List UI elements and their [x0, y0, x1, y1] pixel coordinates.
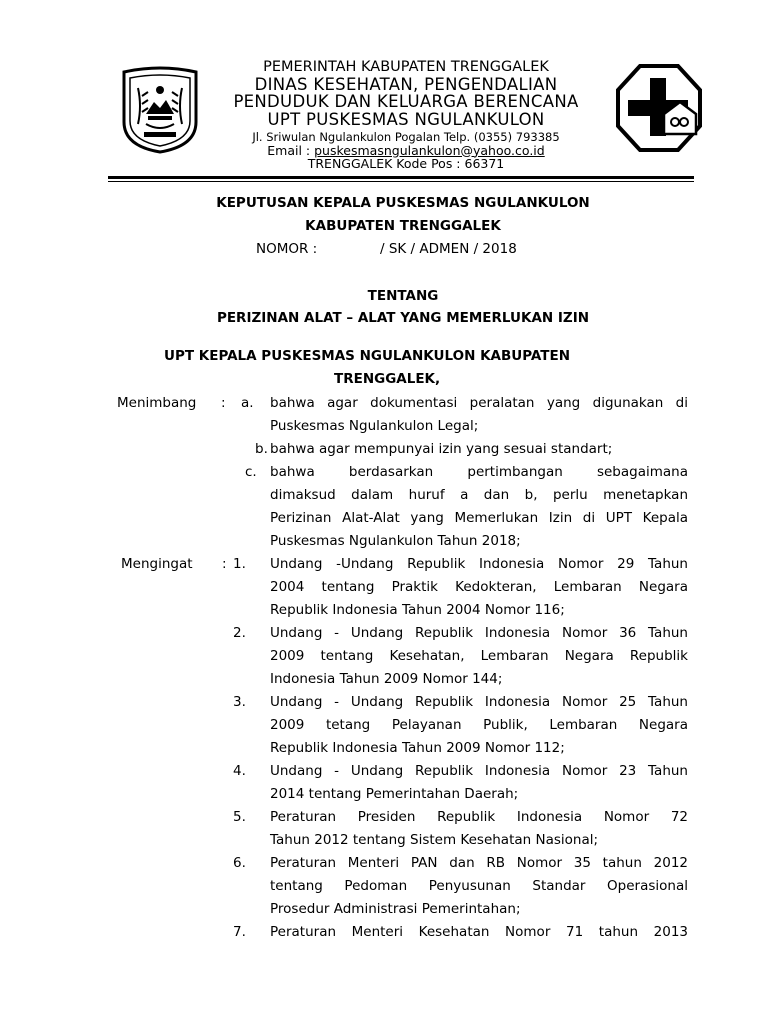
list-item-text: bahwa agar mempunyai izin yang sesuai standart;: [270, 441, 613, 457]
list-marker: c.: [245, 464, 257, 480]
agency-name-line3: UPT PUSKESMAS NGULANKULON: [267, 109, 545, 129]
list-item-text: tentang Pedoman Penyusunan Standar Operasional: [270, 878, 688, 894]
list-marker: 1.: [233, 556, 246, 572]
list-item-text: Puskesmas Ngulankulon Tahun 2018;: [270, 533, 521, 549]
list-marker: 3.: [233, 694, 246, 710]
decree-title: KEPUTUSAN KEPALA PUSKESMAS NGULANKULON: [216, 195, 590, 211]
list-item-text: Peraturan Menteri PAN dan RB Nomor 35 tahun 2012: [270, 855, 688, 871]
list-item-text: Undang -Undang Republik Indonesia Nomor 29 Tahun: [270, 556, 688, 572]
postal-line: TRENGGALEK Kode Pos : 66371: [307, 156, 505, 171]
decree-title-region: KABUPATEN TRENGGALEK: [305, 218, 501, 234]
list-item-text: Indonesia Tahun 2009 Nomor 144;: [270, 671, 503, 687]
list-marker: 7.: [233, 924, 246, 940]
mengingat-colon: :: [222, 556, 227, 572]
list-item-text: Peraturan Menteri Kesehatan Nomor 71 tahun 2013: [270, 924, 688, 940]
list-marker: 6.: [233, 855, 246, 871]
regency-emblem-logo: [118, 66, 202, 154]
menimbang-label: Menimbang: [117, 395, 197, 411]
agency-name-line1: DINAS KESEHATAN, PENGENDALIAN: [254, 74, 558, 94]
list-item-text: Republik Indonesia Tahun 2009 Nomor 112;: [270, 740, 565, 756]
letterhead-divider-thick: [108, 176, 694, 179]
puskesmas-logo: [614, 62, 704, 154]
list-item-text: 2014 tentang Pemerintahan Daerah;: [270, 786, 519, 802]
list-item-text: Perizinan Alat-Alat yang Memerlukan Izin di UPT Kepala: [270, 510, 688, 526]
list-item-text: bahwa agar dokumentasi peralatan yang digunakan di: [270, 395, 688, 411]
list-item-text: Undang - Undang Republik Indonesia Nomor 36 Tahun: [270, 625, 688, 641]
agency-name-line2: PENDUDUK DAN KELUARGA BERENCANA: [233, 92, 579, 111]
government-name: PEMERINTAH KABUPATEN TRENGGALEK: [263, 59, 549, 75]
list-item-text: Undang - Undang Republik Indonesia Nomor 23 Tahun: [270, 763, 688, 779]
mengingat-label: Mengingat: [121, 556, 193, 572]
list-item-text: dimaksud dalam huruf a dan b, perlu menetapkan: [270, 487, 688, 503]
authority-line1: UPT KEPALA PUSKESMAS NGULANKULON KABUPATEN: [164, 348, 571, 364]
list-item-text: Tahun 2012 tentang Sistem Kesehatan Nasional;: [270, 832, 599, 848]
email-label: Email :: [267, 142, 315, 158]
tentang-heading: TENTANG: [367, 288, 439, 304]
list-item-text: 2004 tentang Praktik Kedokteran, Lembaran Negara: [270, 579, 688, 595]
list-item-text: 2009 tentang Kesehatan, Lembaran Negara Republik: [270, 648, 688, 664]
nomor-value: / SK / ADMEN / 2018: [380, 241, 517, 257]
email-link[interactable]: puskesmasngulankulon@yahoo.co.id: [314, 142, 545, 158]
list-item-text: 2009 tetang Pelayanan Publik, Lembaran Negara: [270, 717, 688, 733]
letterhead-divider-thin: [108, 181, 694, 182]
list-marker: 5.: [233, 809, 246, 825]
list-item-text: Peraturan Presiden Republik Indonesia Nomor 72: [270, 809, 688, 825]
authority-line2: TRENGGALEK,: [334, 371, 441, 387]
nomor-label: NOMOR :: [256, 241, 318, 257]
list-marker: b.: [255, 441, 268, 457]
list-marker: 2.: [233, 625, 246, 641]
list-item-text: Undang - Undang Republik Indonesia Nomor 25 Tahun: [270, 694, 688, 710]
list-item-text: bahwa berdasarkan pertimbangan sebagaimana: [270, 464, 688, 480]
letterhead: [206, 58, 606, 171]
list-item-text: Republik Indonesia Tahun 2004 Nomor 116;: [270, 602, 565, 618]
list-item-text: Prosedur Administrasi Pemerintahan;: [270, 901, 521, 917]
list-marker: 4.: [233, 763, 246, 779]
menimbang-colon: :: [221, 395, 226, 411]
address-line: Jl. Sriwulan Ngulankulon Pogalan Telp. (0355) 793385: [252, 130, 560, 144]
decree-subject: PERIZINAN ALAT – ALAT YANG MEMERLUKAN IZIN: [216, 310, 590, 326]
list-marker: a.: [241, 395, 254, 411]
list-item-text: Puskesmas Ngulankulon Legal;: [270, 418, 479, 434]
